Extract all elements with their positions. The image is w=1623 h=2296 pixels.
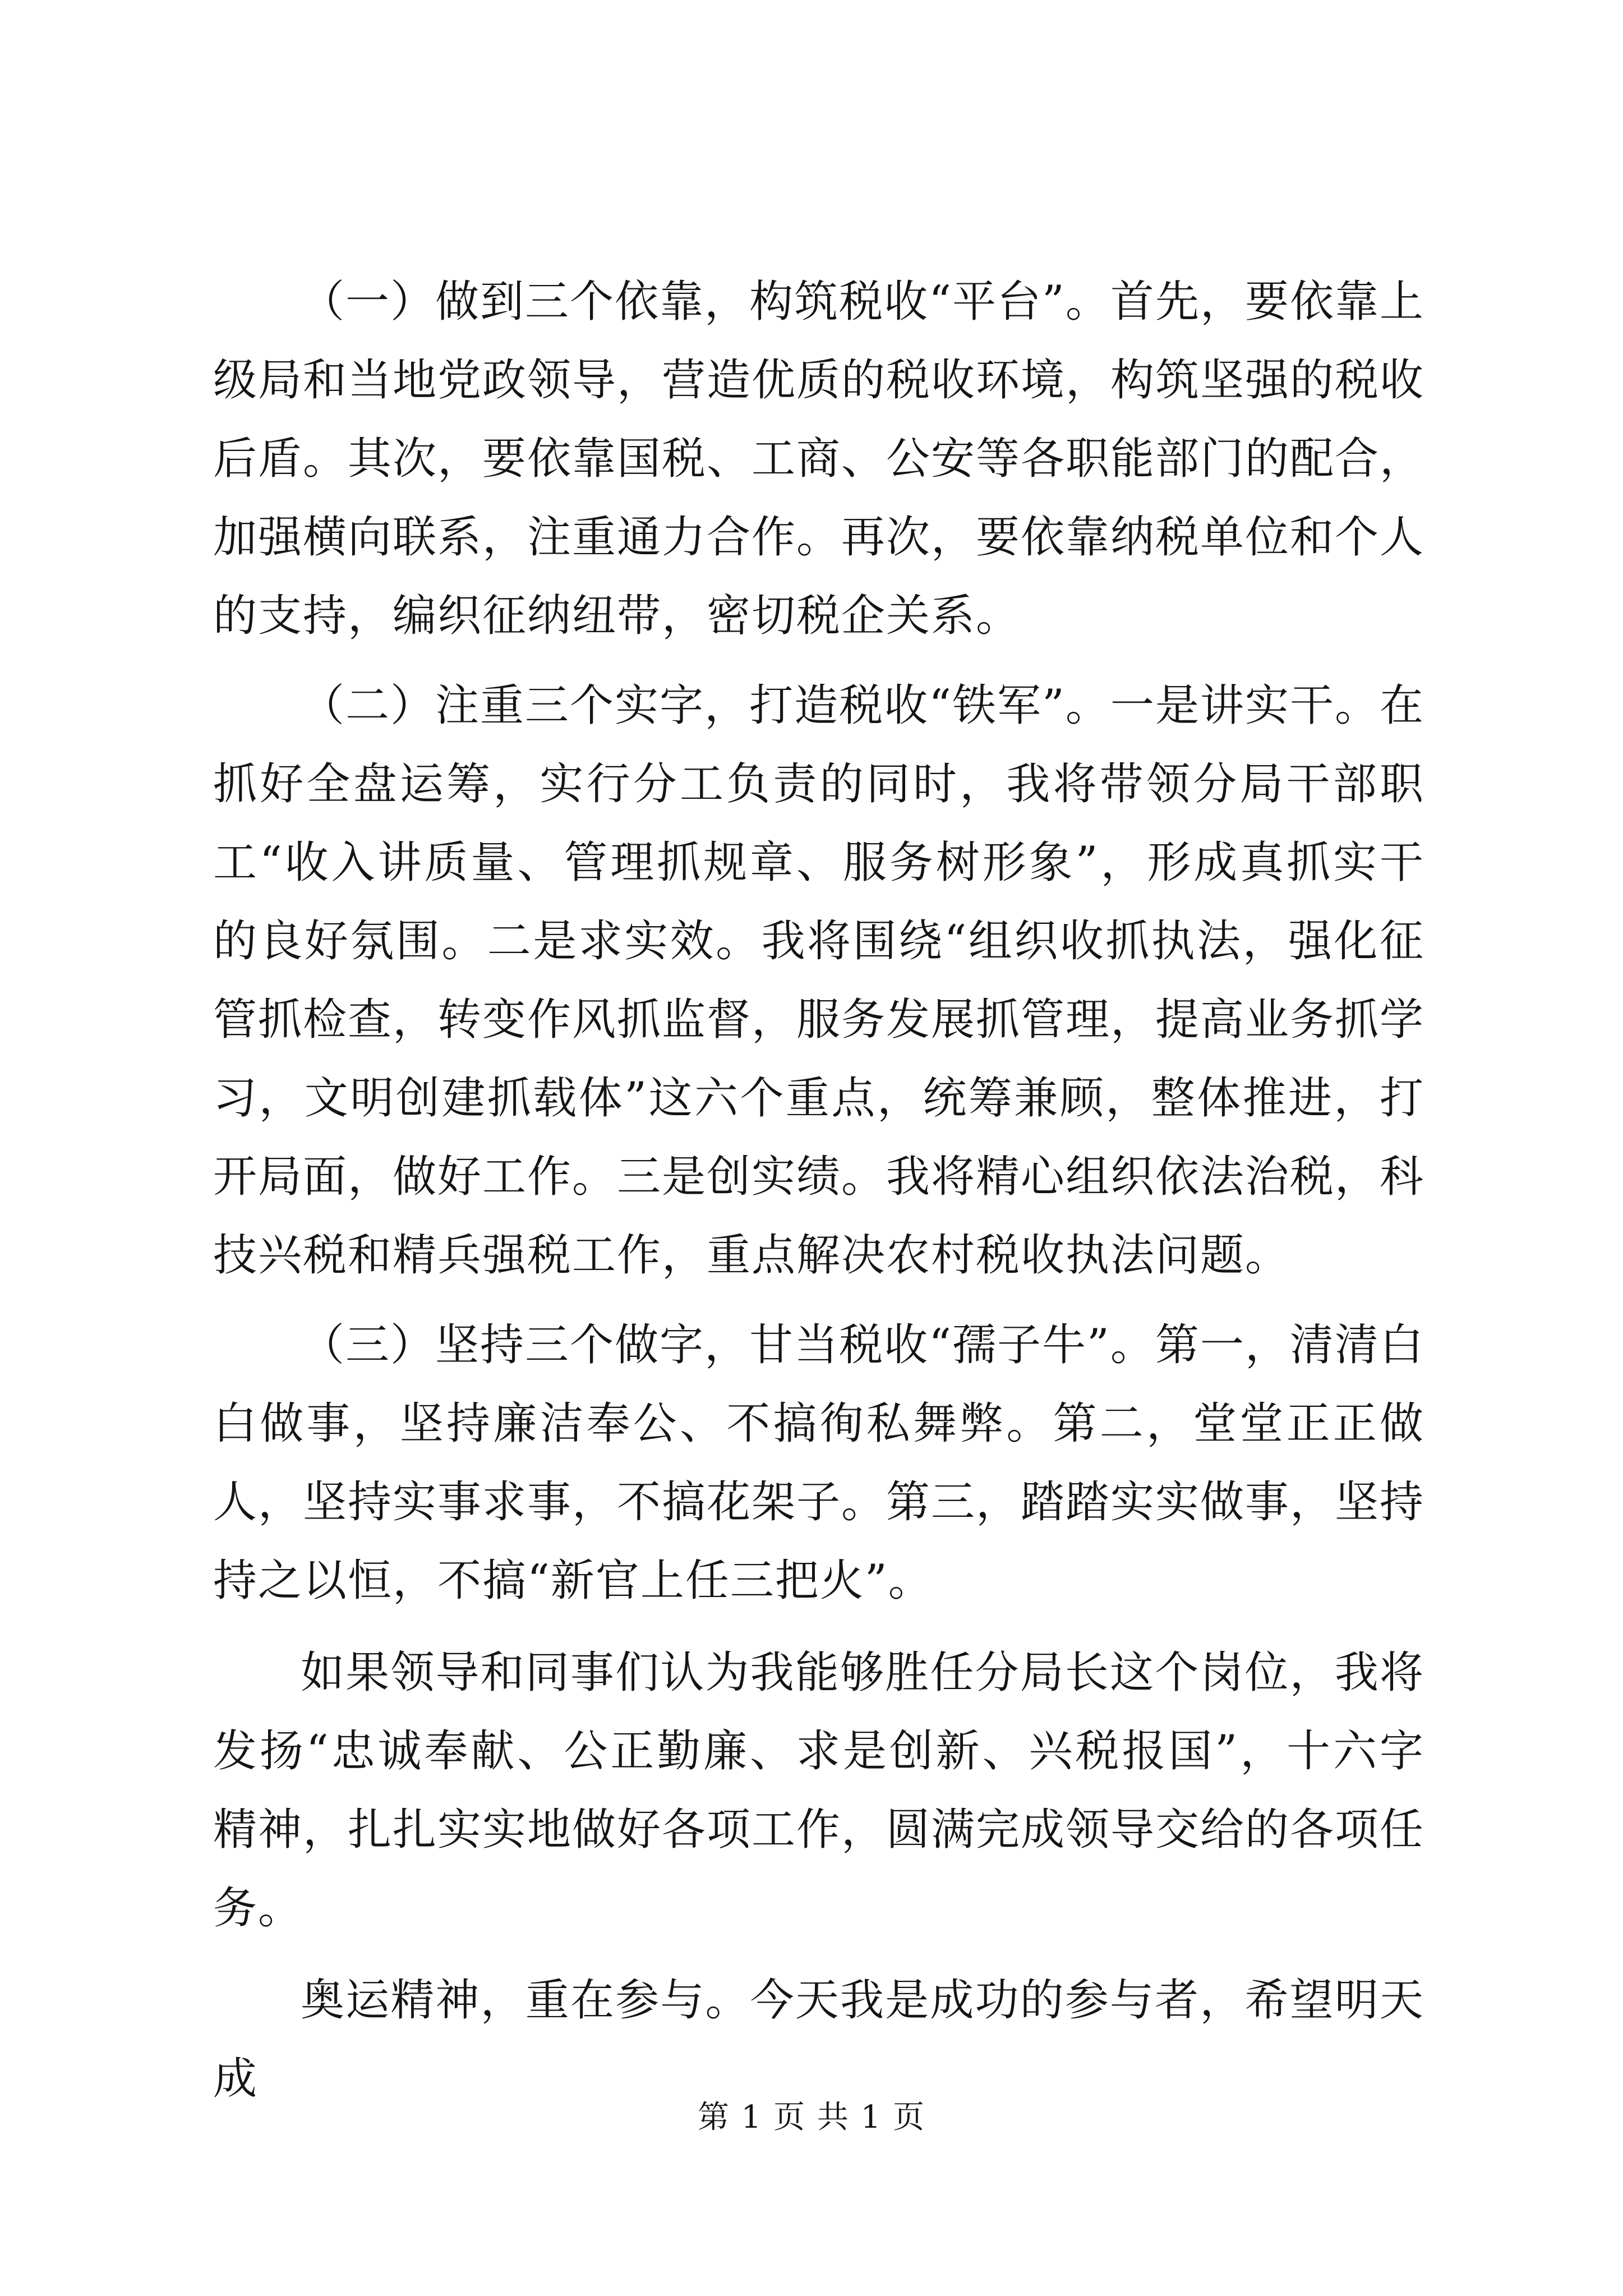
page-footer: 第 1 页 共 1 页 (697, 2099, 926, 2136)
paragraph-olympic-spirit: 奥运精神，重在参与。今天我是成功的参与者，希望明天成 (213, 1975, 1424, 2104)
paragraph-commitment: 如果领导和同事们认为我能够胜任分局长这个岗位，我将发扬“忠诚奉献、公正勤廉、求是创新、兴税报国”，十六字精神，扎扎实实地做好各项工作，圆满完成领导交给的各项任务。 (213, 1648, 1425, 1934)
paragraph-three-realities: （二）注重三个实字，打造税收“铁军”。一是讲实干。在抓好全盘运筹，实行分工负责的同时，我将带领分局干部职工“收入讲质量、管理抓规章、服务树形象”，形成真抓实干的良好氛围。二是求实效。我将围绕“组织收抓执法，强化征管抓检查，转变作风抓监督，服务发展抓管理，提高业务抓学习，文明创建抓载体”这六个重点，统筹兼顾，整体推进，打开局面，做好工作。三是创实绩。我将精心组织依法治税，科技兴税和精兵强税工作，重点解决农村税收执法问题。 (213, 680, 1425, 1281)
paragraph-three-reliances: （一）做到三个依靠，构筑税收“平台”。首先，要依靠上级局和当地党政领导，营造优质的税收环境，构筑坚强的税收后盾。其次，要依靠国税、工商、公安等各职能部门的配合，加强横向联系，注重通力合作。再次，要依靠纳税单位和个人的支持，编织征纳纽带，密切税企关系。 (213, 277, 1425, 641)
document-body (213, 263, 1424, 2132)
paragraph-three-doings: （三）坚持三个做字，甘当税收“孺子牛”。第一，清清白白做事，坚持廉洁奉公、不搞徇私舞弊。第二，堂堂正正做人，坚持实事求事，不搞花架子。第三，踏踏实实做事，坚持持之以恒，不搞“新官上任三把火”。 (213, 1320, 1425, 1606)
